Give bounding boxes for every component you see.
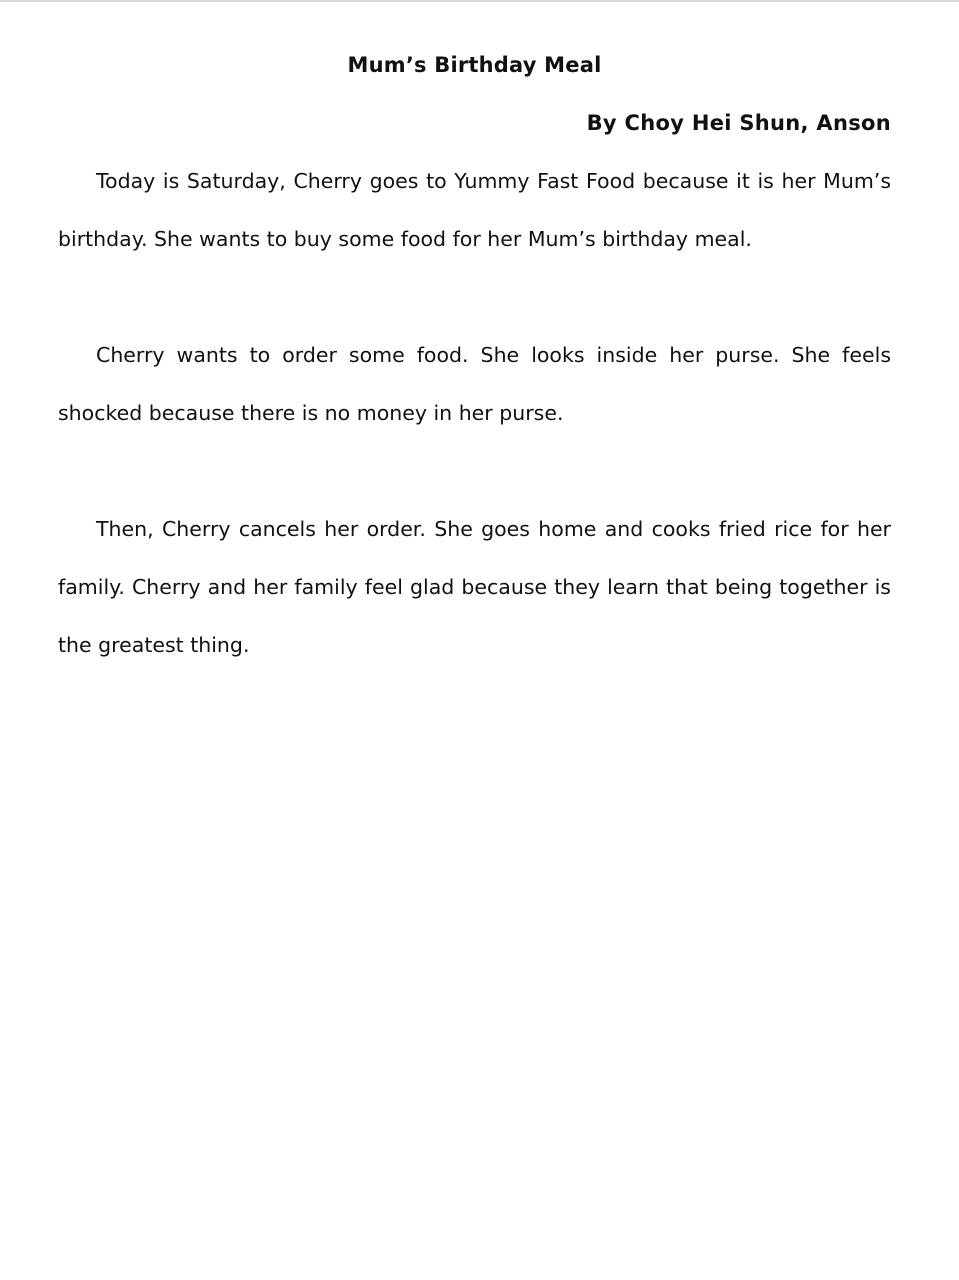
document-page — [58, 48, 891, 674]
document-title: Mum’s Birthday Meal — [347, 53, 602, 77]
paragraph-3: Then, Cherry cancels her order. She goes home and cooks fried rice for her family. Cherry and her family feel glad because they learn that being together is the greatest thing. — [58, 517, 891, 657]
paragraph-2: Cherry wants to order some food. She looks inside her purse. She feels shocked because there is no money in her purse. — [58, 343, 891, 425]
paragraph-1: Today is Saturday, Cherry goes to Yummy Fast Food because it is her Mum’s birthday. She wants to buy some food for her Mum’s birthday meal. — [58, 169, 891, 251]
top-border-line — [0, 0, 959, 2]
author-line: By Choy Hei Shun, Anson — [586, 111, 891, 135]
